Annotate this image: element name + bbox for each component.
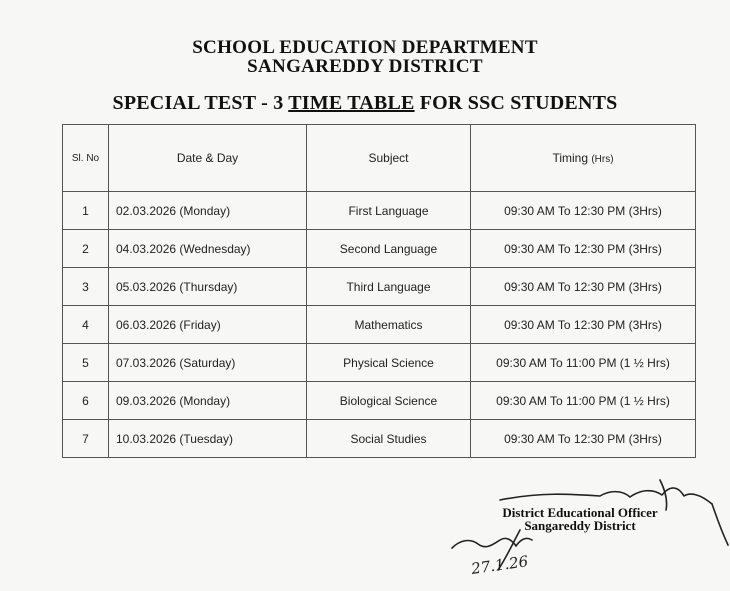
row-subject: Mathematics bbox=[307, 306, 471, 344]
header-sl-no: Sl. No bbox=[63, 125, 109, 192]
row-no: 4 bbox=[63, 306, 109, 344]
row-date: 07.03.2026 (Saturday) bbox=[109, 344, 307, 382]
header-subject: Subject bbox=[307, 125, 471, 192]
row-no: 3 bbox=[63, 268, 109, 306]
row-subject: Social Studies bbox=[307, 420, 471, 458]
row-timing: 09:30 AM To 11:00 PM (1 ½ Hrs) bbox=[471, 344, 696, 382]
department-heading: SCHOOL EDUCATION DEPARTMENT bbox=[192, 37, 538, 58]
district-heading: SANGAREDDY DISTRICT bbox=[247, 56, 483, 77]
title-prefix: SPECIAL TEST - 3 bbox=[112, 92, 289, 114]
row-no: 2 bbox=[63, 230, 109, 268]
row-no: 6 bbox=[63, 382, 109, 420]
row-no: 5 bbox=[63, 344, 109, 382]
row-date: 10.03.2026 (Tuesday) bbox=[109, 420, 307, 458]
row-timing: 09:30 AM To 12:30 PM (3Hrs) bbox=[471, 230, 696, 268]
row-date: 09.03.2026 (Monday) bbox=[109, 382, 307, 420]
row-no: 7 bbox=[63, 420, 109, 458]
row-subject: Biological Science bbox=[307, 382, 471, 420]
header-timing-unit: (Hrs) bbox=[591, 154, 614, 165]
row-timing: 09:30 AM To 12:30 PM (3Hrs) bbox=[471, 420, 696, 458]
row-date: 02.03.2026 (Monday) bbox=[109, 192, 307, 230]
row-date: 04.03.2026 (Wednesday) bbox=[109, 230, 307, 268]
header-timing-label: Timing bbox=[552, 151, 588, 165]
title-underlined: TIME TABLE bbox=[288, 92, 415, 114]
row-date: 05.03.2026 (Thursday) bbox=[109, 268, 307, 306]
row-subject: Second Language bbox=[307, 230, 471, 268]
header-date-day: Date & Day bbox=[109, 125, 307, 192]
row-no: 1 bbox=[63, 192, 109, 230]
signatory-designation: District Educational Officer bbox=[502, 505, 658, 520]
handwritten-date: 27.1.26 bbox=[470, 552, 530, 578]
row-subject: First Language bbox=[307, 192, 471, 230]
row-timing: 09:30 AM To 12:30 PM (3Hrs) bbox=[471, 192, 696, 230]
row-subject: Third Language bbox=[307, 268, 471, 306]
row-timing: 09:30 AM To 11:00 PM (1 ½ Hrs) bbox=[471, 382, 696, 420]
title-suffix: FOR SSC STUDENTS bbox=[414, 92, 618, 114]
row-timing: 09:30 AM To 12:30 PM (3Hrs) bbox=[471, 306, 696, 344]
row-subject: Physical Science bbox=[307, 344, 471, 382]
signatory-district: Sangareddy District bbox=[524, 518, 636, 533]
row-date: 06.03.2026 (Friday) bbox=[109, 306, 307, 344]
row-timing: 09:30 AM To 12:30 PM (3Hrs) bbox=[471, 268, 696, 306]
